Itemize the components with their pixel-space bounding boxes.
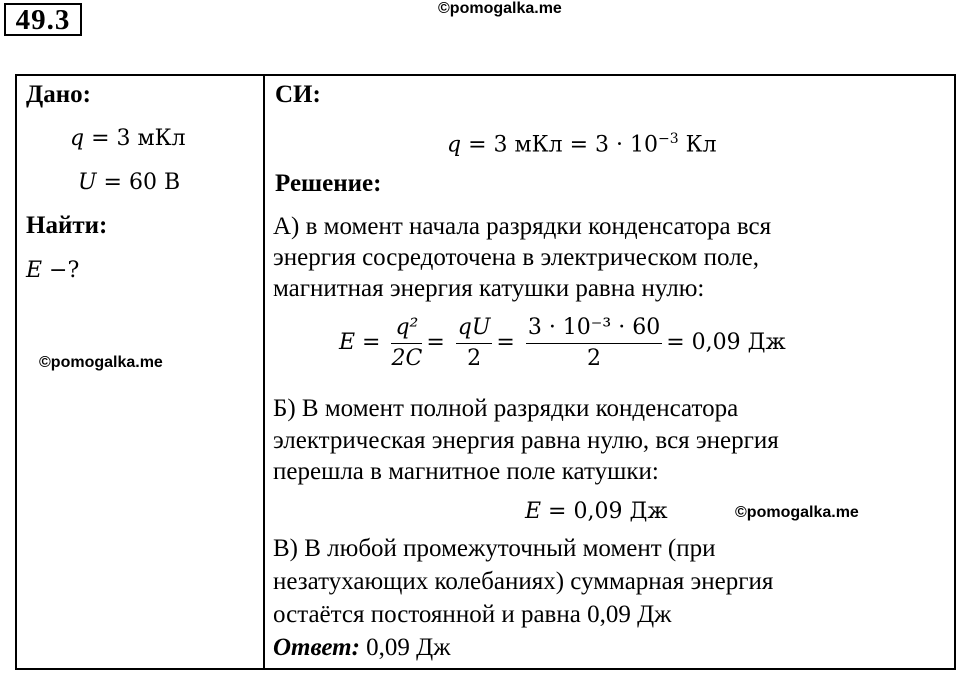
find-e: E −? xyxy=(26,258,80,283)
part-c-line-3: остаётся постоянной и равна 0,09 Дж xyxy=(273,601,672,628)
given-u: U = 60 В xyxy=(78,170,181,195)
fraction-1: $\frac{\text{q²}}{2C}$ xyxy=(391,314,423,371)
answer-label: Ответ: xyxy=(273,634,360,661)
si-conversion: q = 3 мКл = $3 \cdot 10^{-3}$ Кл xyxy=(447,131,717,158)
given-q: q = 3 мКл xyxy=(70,126,186,151)
answer-value: 0,09 Дж xyxy=(359,634,451,661)
part-a-line-3: магнитная энергия катушки равна нулю: xyxy=(273,275,705,302)
part-a-line-2: энергия сосредоточена в электрическом поле, xyxy=(273,244,759,271)
part-b-line-3: перешла в магнитное поле катушки: xyxy=(273,458,659,485)
part-b-line-2: электрическая энергия равна нулю, вся энергия xyxy=(273,427,779,454)
part-c-line-1: В) В любой промежуточный момент (при xyxy=(273,535,716,562)
watermark-top: ©pomogalka.me xyxy=(438,0,562,17)
watermark-right: ©pomogalka.me xyxy=(735,504,859,521)
formula-b: E = 0,09 Дж xyxy=(525,499,668,524)
problem-number: 49.3 xyxy=(4,3,82,36)
fraction-3: $\frac{\text{3 · 10⁻³ · 60}}{2}$ xyxy=(527,314,661,371)
si-heading: СИ: xyxy=(275,81,321,108)
part-a-line-1: А) в момент начала разрядки конденсатора вся xyxy=(273,213,772,240)
formula-a: E = $\frac{\text{q²}}{2C}$ = $\frac{qU}{2}$ = $\frac{\text{3 · 10⁻³ · 60}}{2}$ = 0,09 Дж xyxy=(339,312,786,374)
part-b-line-1: Б) В момент полной разрядки конденсатора xyxy=(273,395,739,422)
solution-table xyxy=(15,74,956,670)
find-heading: Найти: xyxy=(26,212,108,239)
fraction-2: $\frac{qU}{2}$ xyxy=(457,314,491,371)
given-heading: Дано: xyxy=(26,81,91,108)
solution-heading: Решение: xyxy=(275,170,382,197)
column-divider xyxy=(263,76,265,668)
part-c-line-2: незатухающих колебаниях) суммарная энергия xyxy=(273,568,774,595)
watermark-left: ©pomogalka.me xyxy=(39,354,163,371)
answer-line xyxy=(273,633,450,663)
